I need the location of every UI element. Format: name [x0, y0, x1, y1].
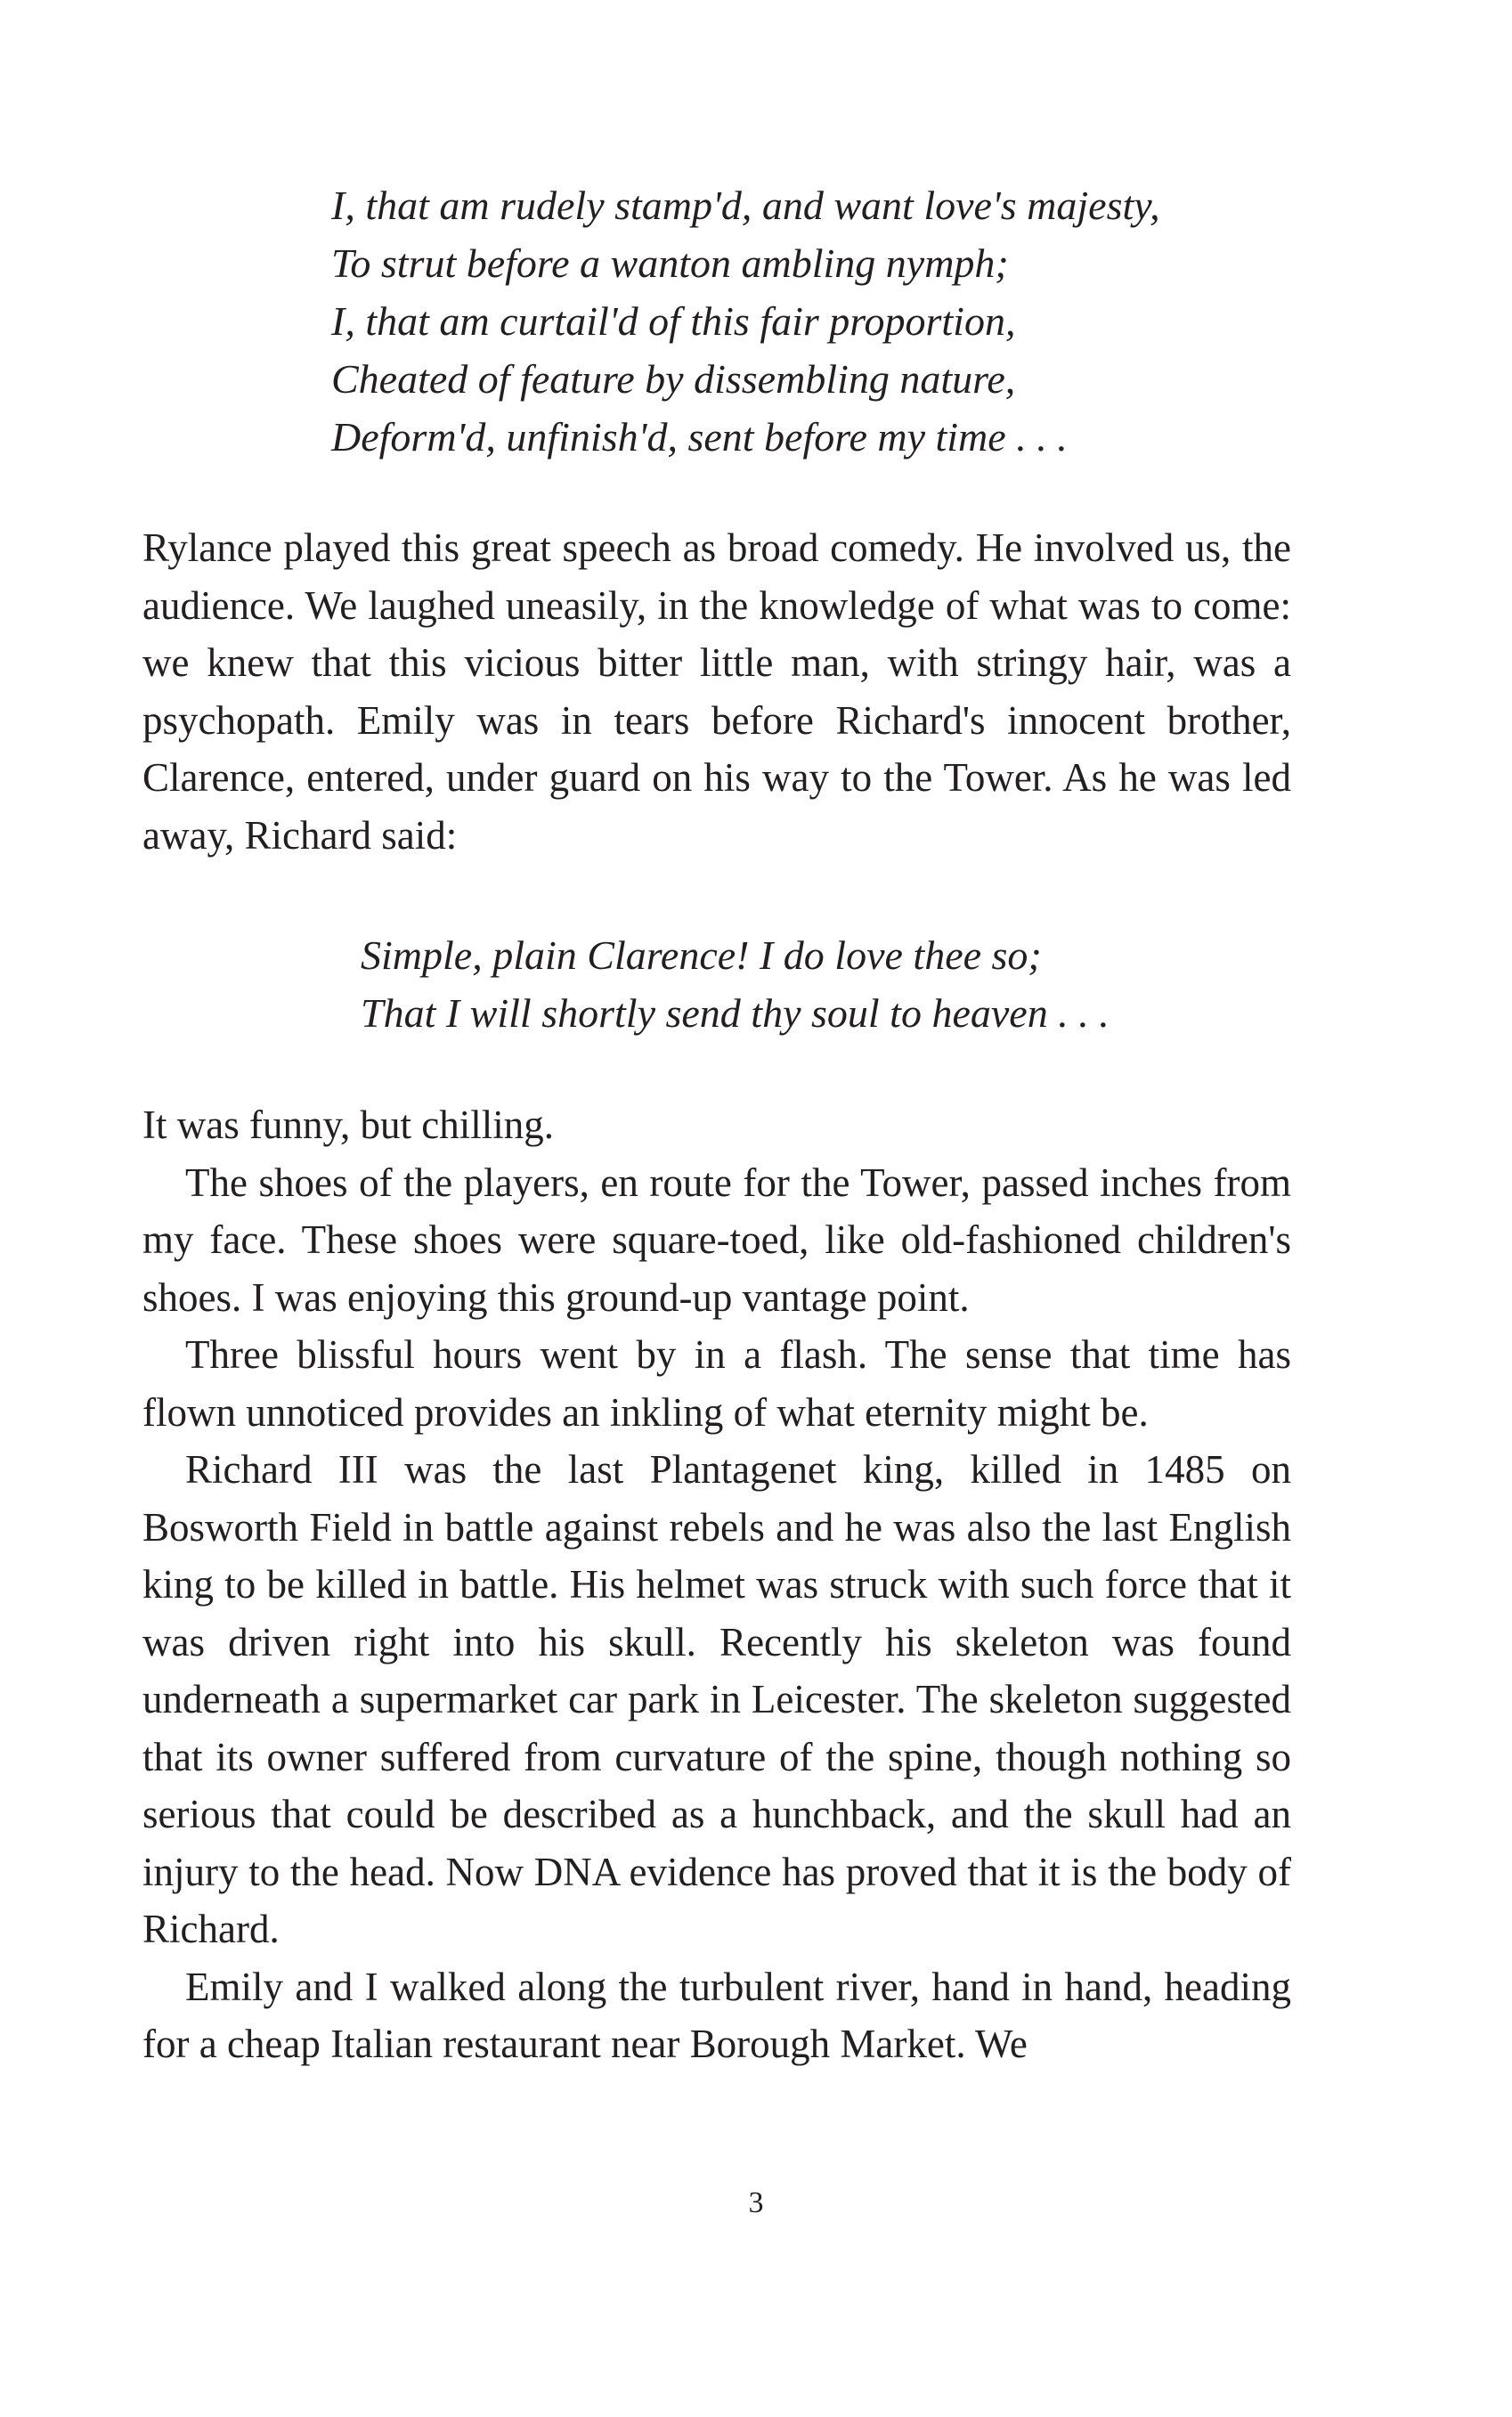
- verse-line: To strut before a wanton ambling nymph;: [331, 240, 1009, 286]
- page-number: 3: [748, 2186, 764, 2219]
- verse-quote-richard: [331, 176, 1160, 466]
- verse-line: Deform'd, unfinish'd, sent before my time . . .: [331, 414, 1068, 460]
- paragraph: Richard III was the last Plantagenet king, killed in 1485 on Bosworth Field in battle against rebels and he was also the last English king to be killed in battle. His helmet was struck with such force that it was driven right into his skull. Recently his skeleton was found underneath a supermarket car park in Leicester. The skeleton suggested that its owner suffered from curvature of the spine, though nothing so serious that could be described as a hunchback, and the skull had an injury to the head. Now DNA evidence has proved that it is the body of Richard.: [142, 1447, 1291, 1951]
- paragraph: Three blissful hours went by in a flash. The sense that time has flown unnoticed provides an inkling of what eternity might be.: [142, 1332, 1291, 1435]
- paragraph: Emily and I walked along the turbulent river, hand in hand, heading for a cheap Italian restaurant near Borough Market. We: [142, 1964, 1291, 2066]
- verse-line: Cheated of feature by dissembling nature,: [331, 356, 1016, 402]
- paragraph: It was funny, but chilling.: [142, 1103, 555, 1147]
- verse-line: I, that am curtail'd of this fair proportion,: [331, 298, 1016, 344]
- paragraph: Rylance played this great speech as broad comedy. He involved us, the audience. We laughed uneasily, in the knowledge of what was to come: we knew that this vicious bitter little man, with stringy hair, was a psychopath. Emily was in tears before Richard's innocent brother, Clarence, entered, under guard on his way to the Tower. As he was led away, Richard said:: [142, 525, 1291, 858]
- body-text-section-2: [142, 1096, 1291, 2073]
- verse-line: That I will shortly send thy soul to heaven . . .: [361, 990, 1110, 1036]
- verse-quote-clarence: [361, 926, 1110, 1042]
- verse-line: I, that am rudely stamp'd, and want love's majesty,: [331, 183, 1160, 228]
- body-text-section-1: [142, 519, 1291, 864]
- paragraph: The shoes of the players, en route for the Tower, passed inches from my face. These shoes were square-toed, like old-fashioned children's shoes. I was enjoying this ground-up vantage point.: [142, 1160, 1291, 1320]
- verse-line: Simple, plain Clarence! I do love thee so;: [361, 932, 1042, 978]
